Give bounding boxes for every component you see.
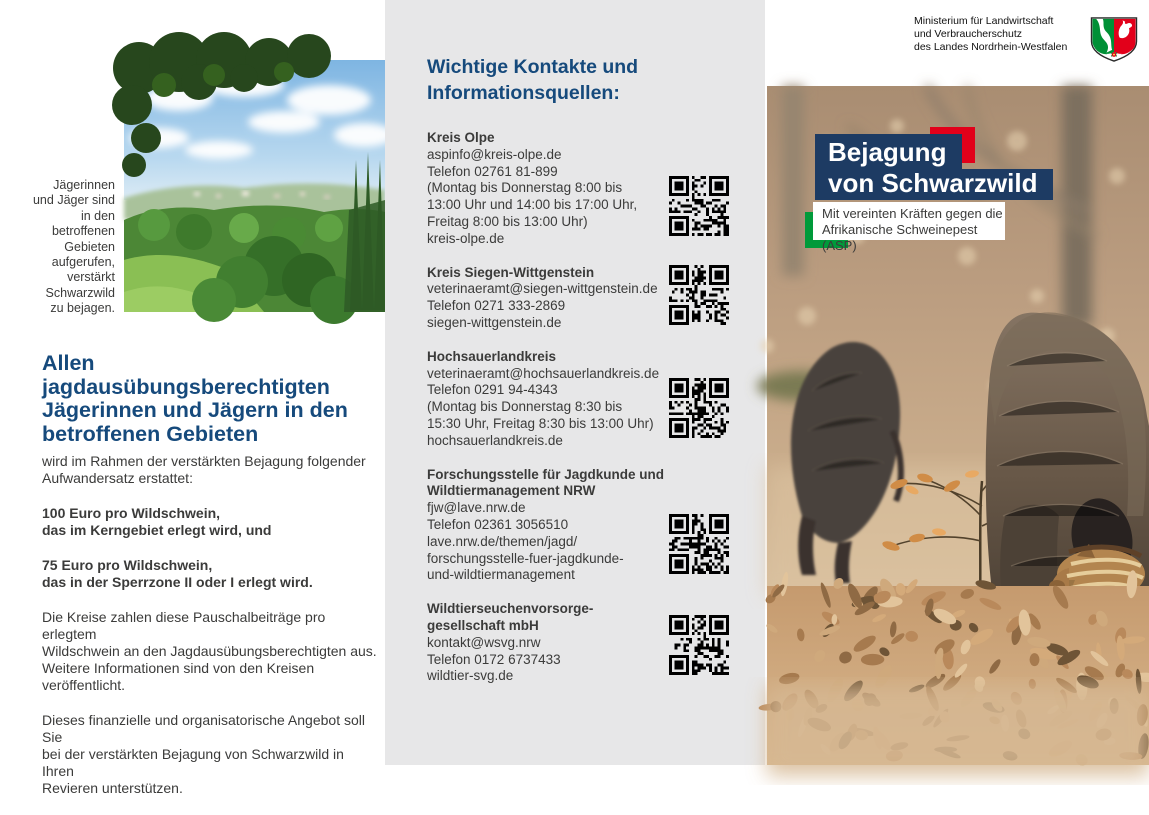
nrw-coat-of-arms-icon [1089,17,1139,62]
text-line: in den [80,208,115,223]
contact-line: Telefon 0172 6737433 [427,651,561,667]
title-line-2: von Schwarzwild [815,169,1053,200]
contact-line: kontakt@wsvg.nrw [427,634,541,650]
left-text-column [42,352,377,815]
text-line: Die Kreise zahlen diese Pauschalbeiträge pro erlegtem [42,609,326,642]
text-line: Jägerinnen [53,178,115,192]
contact-name: Kreis Olpe [427,130,495,145]
qr-code [669,176,729,236]
text-line: des Landes Nordrhein-Westfalen [914,41,1068,53]
contact-line: Telefon 02761 81-899 [427,163,558,179]
contact-line: Telefon 0271 333-2869 [427,298,566,314]
text-line: 75 Euro pro Wildschwein, [42,557,213,573]
panel-left [0,0,385,796]
rate-sperrzone [42,557,377,591]
qr-code [669,615,729,675]
text-line: betroffenen [51,224,115,239]
text-line: Revieren unterstützen. [42,780,183,796]
text-line: veröffentlicht. [42,677,126,693]
paragraph-angebot [42,712,377,797]
text-line: verstärkt [67,270,115,285]
text-line: Wildschwein an den Jagdausübungsberechtigten aus. [42,643,377,659]
contact-line: fjw@lave.nrw.de [427,500,526,516]
contact-line: und-wildtiermanagement [427,567,575,583]
contact-line: lave.nrw.de/themen/jagd/ [427,533,578,549]
text-line: betroffenen Gebieten [42,421,259,446]
text-line: Weitere Informationen sind von den Kreisen [42,660,315,676]
contact-text [427,265,669,332]
contact-line: Telefon 02361 3056510 [427,516,569,532]
left-heading [42,352,377,446]
contact-line: (Montag bis Donnerstag 8:30 bis [427,399,623,415]
text-line: Jägerinnen und Jägern in den [42,398,348,422]
contact-line: Freitag 8:00 bis 13:00 Uhr) [427,213,588,229]
contact-line: siegen-wittgenstein.de [427,314,562,330]
contact-section [427,467,729,585]
contact-section [427,349,729,450]
text-line: zu bejagen. [50,301,115,316]
landscape-photo-art [124,60,385,312]
qr-code [669,514,729,574]
text-line: Allen jagdausübungsberechtigten [42,351,330,399]
contact-line: kreis-olpe.de [427,230,505,246]
subtitle-line-1: Mit vereinten Kräften gegen die [822,206,1003,221]
contact-line: aspinfo@kreis-olpe.de [427,146,562,162]
contact-name: Wildtiermanagement NRW [427,483,596,499]
contact-line: Telefon 0291 94-4343 [427,382,558,398]
subtitle-line-2: Afrikanische Schweinepest (ASP) [822,222,978,253]
subtitle-box [813,202,1005,253]
contact-section [427,265,729,332]
contact-line: veterinaeramt@siegen-wittgenstein.de [427,281,658,297]
title-line-1: Bejagung [815,134,962,169]
qr-code [669,265,729,325]
text-line: Ministerium für Landwirtschaft [914,15,1054,27]
contact-text [427,349,669,450]
contact-line: veterinaeramt@hochsauerlandkreis.de [427,365,660,381]
landscape-photo [124,60,385,312]
panel-right [765,0,1149,765]
rate-kerngebiet [42,505,377,539]
contact-line: (Montag bis Donnerstag 8:00 bis [427,180,623,196]
text-line: bei der verstärkten Bejagung von Schwarzwild in Ihren [42,746,344,779]
contact-text [427,130,669,248]
text-line: Aufwandersatz erstattet: [42,470,193,486]
contact-name: Wildtierseuchenvorsorge- [427,601,594,617]
ministry-wordmark [914,15,1067,54]
contact-name: Forschungsstelle für Jagdkunde und [427,466,665,482]
text-line: 100 Euro pro Wildschwein, [42,505,221,521]
contact-line: hochsauerlandkreis.de [427,432,563,448]
text-line: das im Kerngebiet erlegt wird, und [42,522,272,538]
text-line: Schwarzwild [45,285,115,300]
text-line: das in der Sperrzone II oder I erlegt wird. [42,574,313,590]
contact-text [427,601,669,685]
paragraph-kreise [42,609,377,694]
text-line: Wichtige Kontakte und [427,56,639,78]
text-line: wird im Rahmen der verstärkten Bejagung folgender [42,453,366,469]
contact-line: 13:00 Uhr und 14:00 bis 17:00 Uhr, [427,197,638,213]
contact-section [427,130,729,248]
text-line: und Jäger sind [32,193,115,208]
text-line: Dieses finanzielle und organisatorische Angebot soll Sie [42,712,365,745]
text-line: Informationsquellen: [427,82,620,104]
contact-line: wildtier-svg.de [427,668,514,684]
contact-line: 15:30 Uhr, Freitag 8:30 bis 13:00 Uhr) [427,415,654,431]
text-line: aufgerufen, [51,255,115,270]
contact-section [427,601,729,685]
qr-code [669,378,729,438]
panel-middle [385,0,765,765]
contact-line: forschungsstelle-fuer-jagdkunde- [427,550,624,566]
photo-caption [22,178,115,317]
contacts-list [427,130,729,702]
text-line: Gebieten [64,239,115,254]
intro-paragraph [42,453,377,487]
contact-text [427,467,669,585]
contact-name: gesellschaft mbH [427,617,539,633]
contact-name: Hochsauerlandkreis [427,348,557,364]
contact-name: Kreis Siegen-Wittgenstein [427,264,595,280]
text-line: und Verbraucherschutz [914,28,1022,40]
contacts-heading [427,54,638,106]
red-corner-accent-side [962,127,975,163]
